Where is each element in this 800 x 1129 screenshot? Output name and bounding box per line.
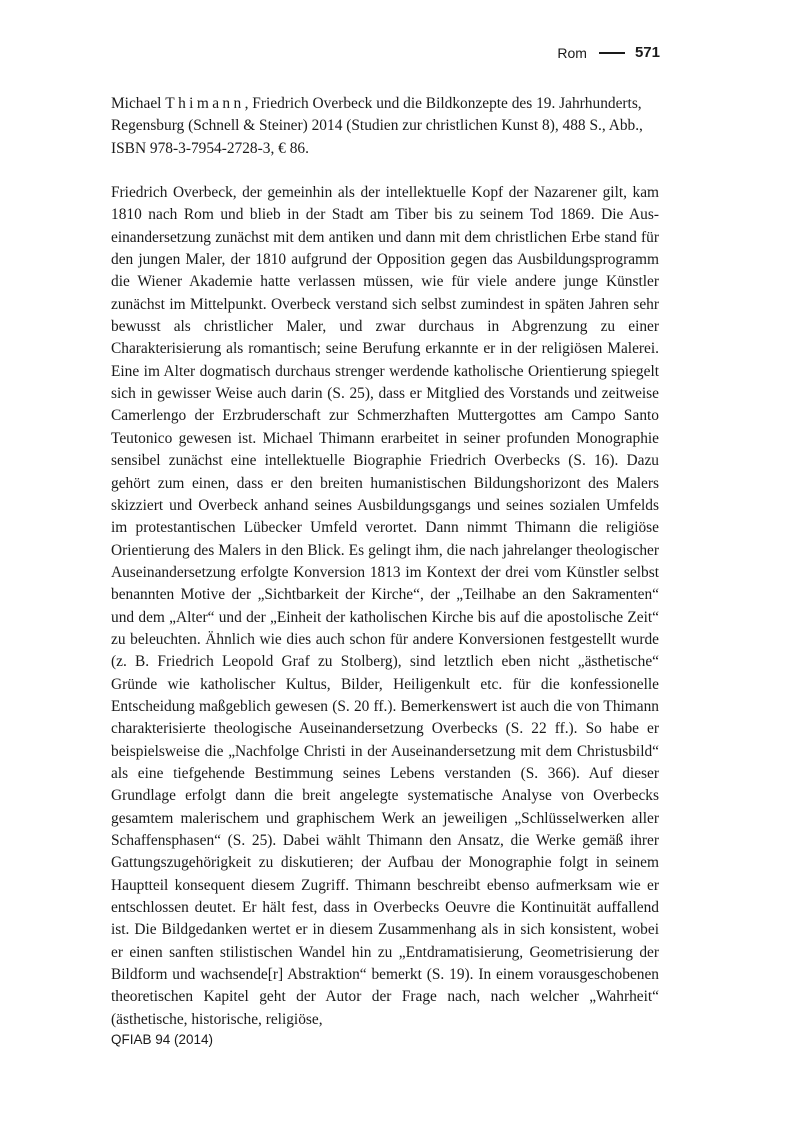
author-last-name: Thimann [165, 95, 245, 112]
page-number: 571 [634, 44, 660, 61]
book-citation [111, 93, 659, 160]
running-head-rule [599, 52, 625, 54]
review-paragraph: Friedrich Overbeck, der gemeinhin als der intellektuelle Kopf der Nazarener gilt, kam 1810 nach Rom und blieb in der Stadt am Tiber bis zu seinem Tod 1869. Die Auseinandersetzung zunächst mit dem antiken und dann mit dem christlichen Erbe stand für den jungen Maler, der 1810 aufgrund der Opposition gegen das Ausbildungsprogramm die Wiener Akademie hatte verlassen müssen, wie für viele andere junge Künstler zunächst im Mittelpunkt. Overbeck verstand sich selbst zumindest in späten Jahren sehr bewusst als christlicher Maler, und zwar durchaus in Abgrenzung zu einer Charakterisierung als romantisch; seine Berufung erkannte er in der religiösen Malerei. Eine im Alter dogmatisch durchaus strenger werdende katholische Orientierung spiegelt sich in gewisser Weise auch darin (S. 25), dass er Mitglied des Vorstands und zeitweise Camerlengo der Erzbruderschaft zur Schmerzhaften Muttergottes am Campo Santo Teutonico gewesen ist. Michael Thimann erarbeitet in seiner profunden Monographie sensibel zunächst eine intellektuelle Biographie Friedrich Overbecks (S. 16). Dazu gehört zum einen, dass er den breiten humanistischen Bildungshorizont des Malers skizziert und Overbeck anhand seines Ausbildungsgangs und seines sozialen Umfelds im protestantischen Lübecker Umfeld verortet. Dann nimmt Thimann die religiöse Orientierung des Malers in den Blick. Es gelingt ihm, die nach jahrelanger theologischer Auseinandersetzung erfolgte Konversion 1813 im Kontext der drei vom Künstler selbst benannten Motive der „Sichtbarkeit der Kirche“, der „Teilhabe an den Sakramenten“ und dem „Alter“ und der „Einheit der katholischen Kirche bis auf die apostolische Zeit“ zu beleuchten. Ähnlich wie dies auch schon für andere Konversionen festgestellt wurde (z. B. Friedrich Leopold Graf zu Stolberg), sind letztlich eben nicht „ästhetische“ Gründe wie katholischer Kultus, Bilder, Heiligenkult etc. für die konfessionelle Entscheidung maßgeblich gewesen (S. 20 ff.). Bemerkenswert ist auch die von Thimann charakterisierte theologische Auseinandersetzung Overbecks (S. 22 ff.). So habe er beispielsweise die „Nachfolge Christi in der Auseinandersetzung mit dem Christusbild“ als eine tiefgehende Bestimmung seines Lebens verstanden (S. 366). Auf dieser Grundlage erfolgt dann die breit angelegte systematische Analyse von Overbecks gesamtem malerischem und graphischem Werk an jeweiligen „Schlüsselwerken aller Schaffensphasen“ (S. 25). Dabei wählt Thimann den Ansatz, die Werke gemäß ihrer Gattungszugehörigkeit zu diskutieren; der Aufbau der Monographie folgt in seinem Hauptteil konsequent diesem Zugriff. Thimann beschreibt ebenso aufmerksam wie er entschlossen deutet. Er hält fest, dass in Overbecks Oeuvre die Kontinuität auffallend ist. Die Bildgedanken wertet er in diesem Zusammenhang als in sich konsistent, wobei er einen sanften stilistischen Wandel hin zu „Entdramatisierung, Geometrisierung der Bildform und wachsende[r] Abstraktion“ bemerkt (S. 19). In einem vorausgeschobenen theoretischen Kapitel geht der Autor der Frage nach, nach welcher „Wahrheit“ (ästhetische, historische, religiöse, [111, 184, 659, 1028]
author-first-name: Michael [111, 95, 162, 112]
citation-details: , Friedrich Overbeck und die Bildkonzepte des 19. Jahrhunderts, Regensburg (Schnell & Steiner) 2014 (Studien zur christlichen Kunst 8), 488 S., Abb., ISBN 978-3-7954-2728-3, € 86. [111, 95, 643, 157]
review-body [111, 93, 659, 1031]
running-head-section: Rom [557, 44, 587, 61]
journal-footer: QFIAB 94 (2014) [111, 1032, 214, 1047]
running-head [557, 44, 660, 61]
